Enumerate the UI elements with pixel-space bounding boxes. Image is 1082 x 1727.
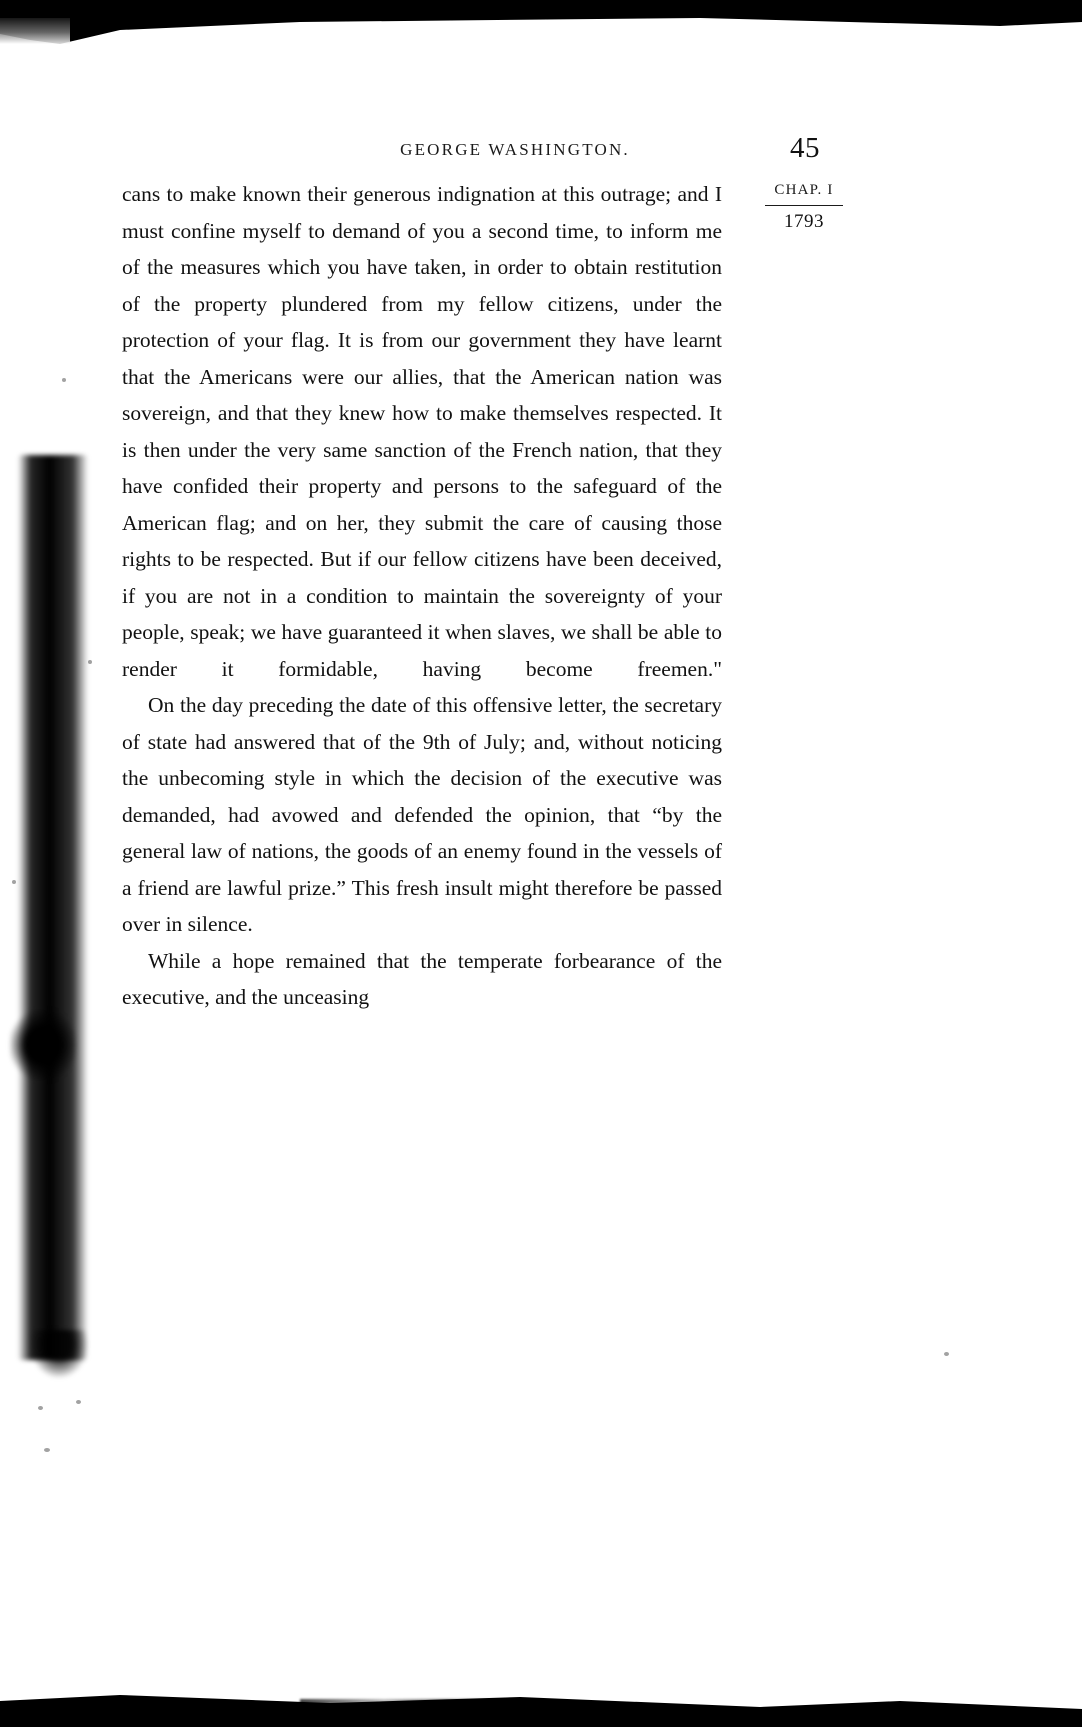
running-head: GEORGE WASHINGTON. xyxy=(400,140,630,159)
paragraph: cans to make known their generous indignation at this outrage; and I must confine myself to demand of you a second time, to inform me of the measures which you have taken, in order to obtain restitution of the property plundered from my fellow citizens, under the protection of your flag. It is from our government they have learnt that the Americans were our allies, that the American nation was sovereign, and that they knew how to make themselves respected. It is then under the very same sanction of the French nation, that they have confided their property and persons to the safeguard of the American flag; and on her, they submit the care of causing those rights to be respected. But if our fellow citizens have been deceived, if you are not in a condition to maintain the sovereignty of your people, speak; we have guaranteed it when slaves, we shall be able to render it formidable, having become freemen." xyxy=(122,182,722,681)
paragraph: While a hope remained that the temperate forbearance of the executive, and the unceasing xyxy=(122,948,722,1009)
paragraph: On the day preceding the date of this offensive letter, the secretary of state had answered that of the 9th of July; and, without noticing the unbecoming style in which the decision of the executive was demanded, had avowed and defended the opinion, that “by the general law of nations, the goods of an enemy found in the vessels of a friend are lawful prize.” This fresh insult might therefore be passed over in silence. xyxy=(122,693,722,936)
marginal-year-label: 1793 xyxy=(784,211,824,232)
marginal-note xyxy=(744,182,864,233)
page-number: 45 xyxy=(790,132,820,164)
body-text xyxy=(122,176,722,1016)
marginal-rule xyxy=(765,205,843,206)
marginal-chapter-label: CHAP. I xyxy=(774,182,834,198)
